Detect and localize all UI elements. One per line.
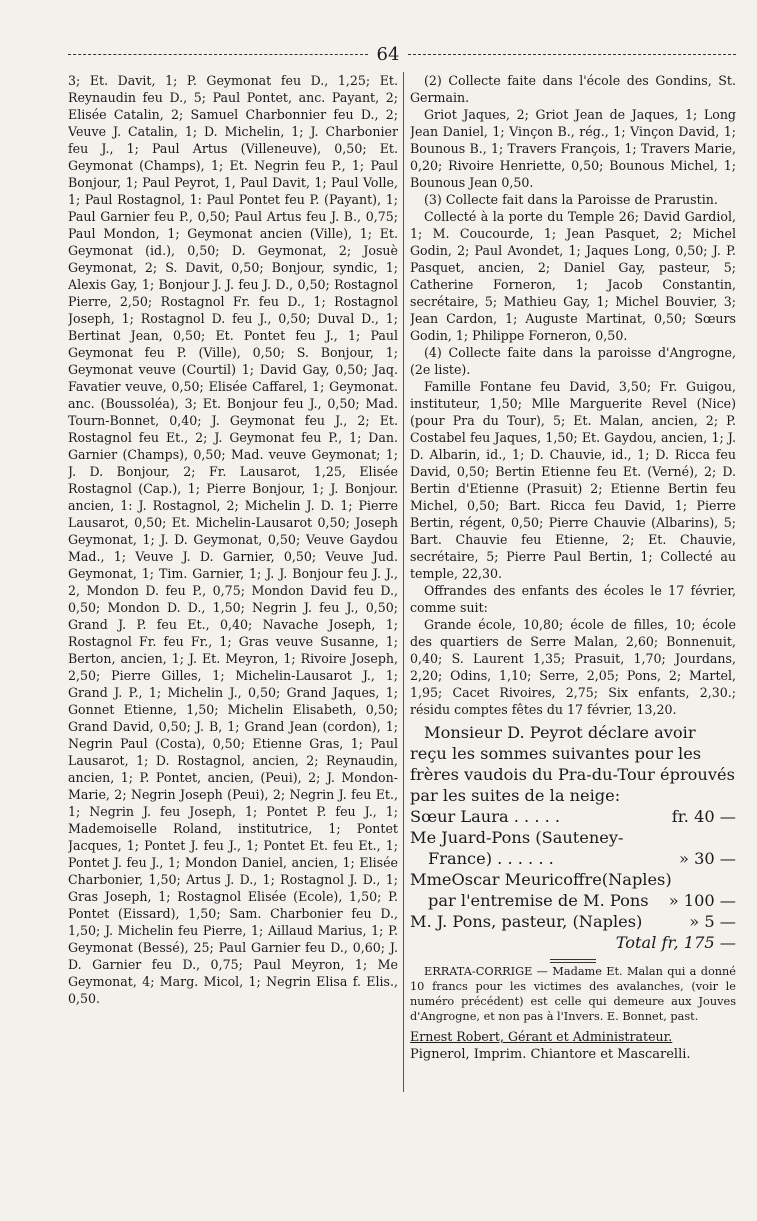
section-heading-angrogne: (4) Collecte faite dans la paroisse d'Angrogne, (2e liste). bbox=[410, 345, 736, 377]
printer-credit: Pignerol, Imprim. Chiantore et Mascarelli. bbox=[410, 1047, 691, 1062]
section-heading-prarustin: (3) Collecte fait dans la Paroisse de Prarustin. bbox=[424, 192, 718, 207]
donor-list-gondins: Griot Jaques, 2; Griot Jean de Jaques, 1; Long Jean Daniel, 1; Vinçon B., rég., 1; Vinçon David, 1; Bounous B., 1; Travers François, 1; Travers Marie, 0,20; Rivoire Henriette, 0,50; Bounous Michel, 1; Bounous Jean 0,50. bbox=[410, 107, 736, 190]
donation-entries bbox=[410, 806, 736, 953]
page-header bbox=[68, 40, 736, 70]
left-column bbox=[68, 72, 398, 1190]
header-rule-right bbox=[408, 54, 736, 55]
school-offerings-list: Grande école, 10,80; école de filles, 10; école des quartiers de Serre Malan, 2,60; Bonnenuit, 0,40; S. Laurent 1,35; Prasuit, 1,70; Jourdans, 2,20; Odins, 1,10; Serre, 2,05; Pons, 2; Martel, 1,95; Cacet Rivoires, 2,75; Six enfants, 2,30.; résidu comptes fêtes du 17 février, 13,20. bbox=[410, 617, 736, 717]
section-heading-gondins: (2) Collecte faite dans l'école des Gondins, St. Germain. bbox=[410, 73, 736, 105]
donation-entry: France) . . . . . . » 30 — bbox=[428, 849, 736, 868]
errata-notice: ERRATA-CORRIGE — Madame Et. Malan qui a donné 10 francs pour les victimes des avalanches, (voir le numéro précédent) est celle qui demeure aux Jouves d'Angrogne, et non pas à l'Invers. E. Bonnet, past. bbox=[410, 965, 736, 1023]
donation-entry: M. J. Pons, pasteur, (Naples) » 5 — bbox=[410, 912, 736, 931]
newspaper-page bbox=[68, 40, 736, 1190]
page-number: 64 bbox=[376, 44, 400, 65]
donation-entry: Me Juard-Pons (Sauteney- bbox=[410, 828, 624, 847]
donation-entry: MmeOscar Meuricoffre(Naples) bbox=[410, 870, 672, 889]
notice-intro: Monsieur D. Peyrot déclare avoir reçu les sommes suivantes pour les frères vaudois du Pra-du-Tour éprouvés par les suites de la neige: bbox=[410, 723, 735, 805]
donation-entry: par l'entremise de M. Pons » 100 — bbox=[428, 891, 736, 910]
section-separator bbox=[550, 959, 596, 960]
school-offerings-heading: Offrandes des enfants des écoles le 17 février, comme suit: bbox=[410, 583, 736, 615]
donor-list-angrogne: Famille Fontane feu David, 3,50; Fr. Guigou, instituteur, 1,50; Mlle Marguerite Revel (Nice) (pour Pra du Tour), 5; Et. Malan, ancien, 2; P. Costabel feu Jaques, 1,50; Et. Gaydou, ancien, 1; J. D. Albarin, id., 1; D. Chauvie, id., 1; D. Ricca feu David, 0,50; Bertin Etienne feu Et. (Verné), 2; D. Bertin d'Etienne (Prasuit) 2; Etienne Bertin feu Michel, 0,50; Bart. Ricca feu David, 1; Pierre Bertin, régent, 0,50; Pierre Chauvie (Albarins), 5; Bart. Chauvie feu Etienne, 2; Et. Chauvie, secrétaire, 5; Pierre Paul Bertin, 1; Collecté au temple, 22,30. bbox=[410, 379, 736, 581]
column-divider bbox=[403, 72, 404, 1092]
donor-list-continued: 3; Et. Davit, 1; P. Geymonat feu D., 1,25; Et. Reynaudin feu D., 5; Paul Pontet, anc. Payant, 2; Elisée Catalin, 2; Samuel Charbonnier feu D., 2; Veuve J. Catalin, 1; D. Michelin, 1; J. Charbonier feu J., 1; Paul Artus (Villeneuve), 0,50; Et. Geymonat (Champs), 1; Et. Negrin feu P., 1; Paul Bonjour, 1; Paul Peyrot, 1, Paul Davit, 1; Paul Volle, 1; Paul Rostagnol, 1: Paul Pontet feu P. (Payant), 1; Paul Garnier feu P., 0,50; Paul Artus feu J. B., 0,75; Paul Mondon, 1; Geymonat ancien (Ville), 1; Et. Geymonat (id.), 0,50; D. Geymonat, 2; Josuè Geymonat, 2; S. Davit, 0,50; Bonjour, syndic, 1; Alexis Gay, 1; Bonjour J. J. feu J. D., 0,50; Rostagnol Pierre, 2,50; Rostagnol Fr. feu D., 1; Rostagnol Joseph, 1; Rostagnol D. feu J., 0,50; Duval D., 1; Bertinat Jean, 0,50; Et. Pontet feu J., 1; Paul Geymonat feu P. (Ville), 0,50; S. Bonjour, 1; Geymonat veuve (Courtil) 1; David Gay, 0,50; Jaq. Favatier veuve, 0,50; Elisée Caffarel, 1; Geymonat. anc. (Boussoléa), 3; Et. Bonjour feu J., 0,50; Mad. Tourn-Bonnet, 0,40; J. Geymonat feu J., 2; Et. Rostagnol feu Et., 2; J. Geymonat feu P., 1; Dan. Garnier (Champs), 0,50; Mad. veuve Geymonat; 1; J. D. Bonjour, 2; Fr. Lausarot, 1,25, Elisée Rostagnol (Cap.), 1; Pierre Bonjour, 1; J. Bonjour. ancien, 1: J. Rostagnol, 2; Michelin J. D. 1; Pierre Lausarot, 0,50; Et. Michelin-Lausarot 0,50; Joseph Geymonat, 1; J. D. Geymonat, 0,50; Veuve Gaydou Mad., 1; Veuve J. D. Garnier, 0,50; Veuve Jud. Geymonat, 1; Tim. Garnier, 1; J. J. Bonjour feu J. J., 2, Mondon D. feu P., 0,75; Mondon David feu D., 0,50; Mondon D. D., 1,50; Negrin J. feu J., 0,50; Grand J. P. feu Et., 0,40; Navache Joseph, 1; Rostagnol Fr. feu Fr., 1; Gras veuve Susanne, 1; Berton, ancien, 1; J. Et. Meyron, 1; Rivoire Joseph, 2,50; Pierre Gilles, 1; Michelin-Lausarot J., 1; Grand J. P., 1; Michelin J., 0,50; Grand Jaques, 1; Gonnet Etienne, 1,50; Michelin Elisabeth, 0,50; Grand David, 0,50; J. B, 1; Grand Jean (cordon), 1; Negrin Paul (Costa), 0,50; Etienne Gras, 1; Paul Lausarot, 1; D. Rostagnol, ancien, 2; Reynaudin, ancien, 1; P. Pontet, ancien, (Peui), 2; J. Mondon-Marie, 2; Negrin Joseph (Peui), 2; Negrin J. feu Et., 1; Negrin J. feu Joseph, 1; Pontet P. feu J., 1; Mademoiselle Roland, institutrice, 1; Pontet Jacques, 1; Pontet J. feu J., 1; Pontet Et. feu Et., 1; Pontet J. feu J., 1; Mondon Daniel, ancien, 1; Elisée Charbonier, 1,50; Artus J. D., 1; Rostagnol J. D., 1; Gras Joseph, 1; Rostagnol Elisée (Ecole), 1,50; P. Pontet (Eissard), 1,50; Sam. Charbonier feu D., 1,50; J. Michelin feu Pierre, 1; Aillaud Marius, 1; P. Geymonat (Bessé), 25; Paul Garnier feu D., 0,60; J. D. Garnier feu D., 0,75; Paul Meyron, 1; Me Geymonat, 4; Marg. Micol, 1; Negrin Elisa f. Elis., 0,50. bbox=[68, 73, 398, 1006]
header-rule-left bbox=[68, 54, 368, 55]
editor-signature: Ernest Robert, Gérant et Administrateur. bbox=[410, 1029, 673, 1044]
donation-entry: Sœur Laura . . . . . fr. 40 — bbox=[410, 807, 736, 826]
donation-total: Total fr, 175 — bbox=[615, 933, 736, 952]
donor-list-prarustin: Collecté à la porte du Temple 26; David Gardiol, 1; M. Coucourde, 1; Jean Pasquet, 2; Michel Godin, 2; Paul Avondet, 1; Jaques Long, 0,50; J. P. Pasquet, ancien, 2; Daniel Gay, pasteur, 5; Catherine Forneron, 1; Jacob Constantin, secrétaire, 5; Mathieu Gay, 1; Michel Bouvier, 3; Jean Cardon, 1; Auguste Martinat, 0,50; Sœurs Godin, 1; Philippe Forneron, 0,50. bbox=[410, 209, 736, 343]
right-column bbox=[410, 72, 736, 1190]
